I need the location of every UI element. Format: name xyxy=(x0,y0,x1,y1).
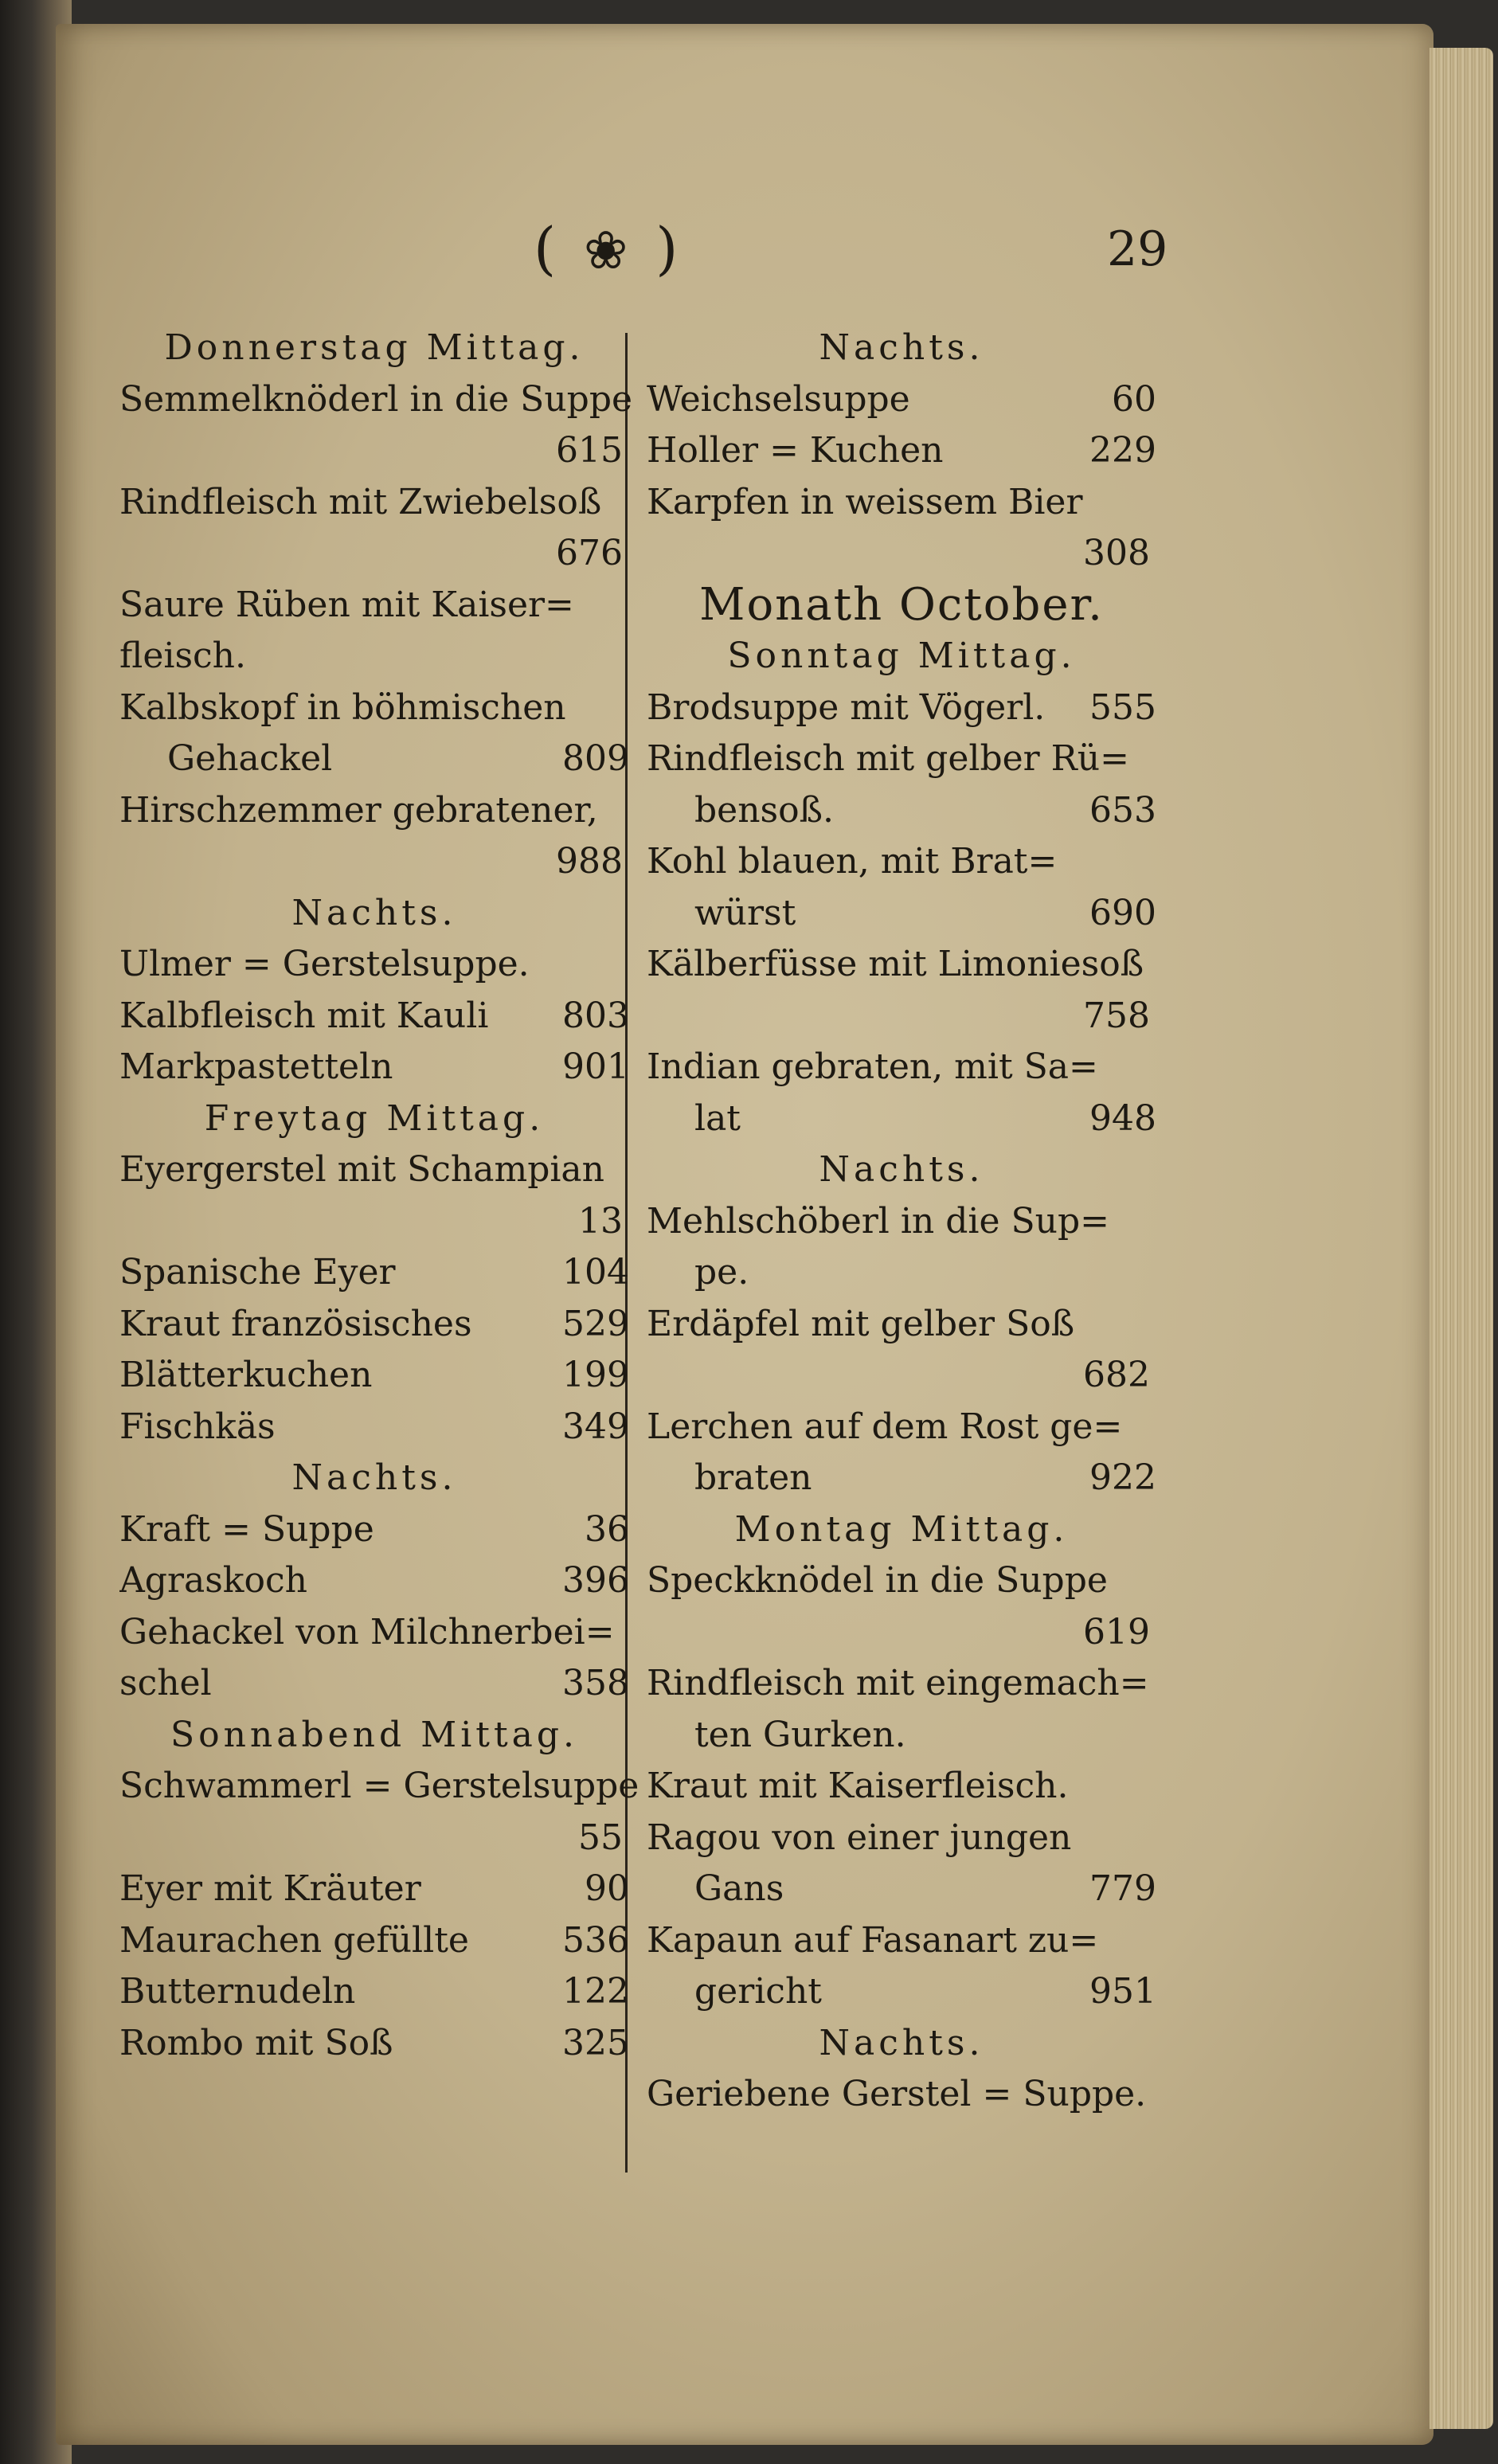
recipe-number: 901 xyxy=(562,1046,629,1087)
menu-item xyxy=(119,1555,629,1607)
menu-item xyxy=(647,1966,1156,2018)
right-column xyxy=(647,323,1156,2121)
recipe-number: 122 xyxy=(562,1971,629,2012)
dish-name: lat xyxy=(694,1097,741,1139)
recipe-number: 555 xyxy=(1089,686,1156,728)
menu-text: Eyergerstel mit Schampian xyxy=(119,1149,604,1190)
recipe-number: 325 xyxy=(562,2022,629,2063)
menu-text: Kalbskopf in böhmischen xyxy=(119,686,566,728)
dish-name: Kraut französisches xyxy=(119,1303,472,1344)
menu-text: fleisch. xyxy=(119,636,247,676)
menu-text: Lerchen auf dem Rost ge= xyxy=(647,1406,1123,1447)
menu-text: pe. xyxy=(694,1252,749,1293)
recipe-number: 779 xyxy=(1089,1868,1156,1909)
dish-name: Markpastetteln xyxy=(119,1046,393,1087)
recipe-number: 690 xyxy=(1089,892,1156,933)
section-heading: Freytag Mittag. xyxy=(204,1097,545,1139)
menu-text: Karpfen in weissem Bier xyxy=(647,481,1083,522)
menu-item xyxy=(119,1350,629,1402)
menu-item xyxy=(647,425,1156,477)
recipe-number: 396 xyxy=(562,1560,629,1601)
recipe-number: 536 xyxy=(562,1919,629,1961)
recipe-number: 229 xyxy=(1089,430,1156,471)
dish-name: würst xyxy=(694,892,796,933)
recipe-number: 809 xyxy=(562,738,629,779)
menu-item xyxy=(119,1658,629,1710)
dish-name: Blätterkuchen xyxy=(119,1355,373,1395)
menu-item xyxy=(647,1864,1156,1915)
menu-item xyxy=(119,1042,629,1093)
recipe-number: 104 xyxy=(562,1252,629,1293)
month-heading: Monath October. xyxy=(699,578,1104,631)
menu-text: Kohl blauen, mit Brat= xyxy=(647,841,1058,882)
menu-item xyxy=(647,1453,1156,1504)
recipe-number: 803 xyxy=(562,995,629,1036)
section-heading: Donnerstag Mittag. xyxy=(164,327,585,368)
menu-text: Semmelknöderl in die Suppe xyxy=(119,378,633,420)
left-column xyxy=(119,323,639,2069)
recipe-number: 682 xyxy=(1083,1355,1150,1395)
recipe-number: 676 xyxy=(556,533,623,573)
menu-item xyxy=(647,785,1156,837)
menu-text: Schwammerl = Gerstelsuppe xyxy=(119,1766,639,1806)
menu-text: Gehackel von Milchnerbei= xyxy=(119,1611,615,1652)
dish-name: braten xyxy=(694,1457,812,1498)
dish-name: schel xyxy=(119,1663,212,1703)
section-heading: Nachts. xyxy=(819,327,984,368)
recipe-number: 951 xyxy=(1089,1971,1156,2012)
section-heading: Nachts. xyxy=(819,2022,984,2063)
menu-text: Rindfleisch mit gelber Rü= xyxy=(647,738,1130,779)
menu-text: ten Gurken. xyxy=(694,1714,906,1755)
menu-item xyxy=(647,682,1156,734)
section-heading: Nachts. xyxy=(819,1149,984,1190)
menu-text: Erdäpfel mit gelber Soß xyxy=(647,1303,1075,1344)
menu-item xyxy=(119,1299,629,1351)
menu-item xyxy=(119,991,629,1042)
menu-text: Rindfleisch mit Zwiebelsoß xyxy=(119,481,602,522)
section-heading: Sonnabend Mittag. xyxy=(170,1714,579,1755)
menu-text: Hirschzemmer gebratener, xyxy=(119,789,598,831)
menu-text: Kraut mit Kaiserfleisch. xyxy=(647,1766,1069,1806)
menu-item xyxy=(119,1915,629,1967)
recipe-number: 308 xyxy=(1083,533,1150,573)
menu-text: Rindfleisch mit eingemach= xyxy=(647,1663,1149,1703)
page-edges xyxy=(1430,48,1493,2429)
dish-name: Kalbfleisch mit Kauli xyxy=(119,995,489,1036)
menu-item xyxy=(119,1504,629,1556)
recipe-number: 948 xyxy=(1089,1097,1156,1139)
dish-name: Butternudeln xyxy=(119,1971,356,2012)
menu-text: Geriebene Gerstel = Suppe. xyxy=(647,2074,1147,2114)
menu-text: Ragou von einer jungen xyxy=(647,1817,1072,1858)
recipe-number: 36 xyxy=(585,1508,629,1550)
recipe-number: 988 xyxy=(556,841,623,882)
recipe-number: 619 xyxy=(1083,1611,1150,1652)
page-number: 29 xyxy=(1107,221,1168,277)
recipe-number: 349 xyxy=(562,1406,629,1447)
dish-name: gericht xyxy=(694,1971,822,2012)
dish-name: Holler = Kuchen xyxy=(647,430,944,471)
flower-ornament-icon: ❀ xyxy=(583,220,633,281)
dish-name: Weichselsuppe xyxy=(647,378,910,420)
recipe-number: 529 xyxy=(562,1303,629,1344)
menu-text: Saure Rüben mit Kaiser= xyxy=(119,584,574,625)
recipe-number: 653 xyxy=(1089,789,1156,831)
recipe-number: 358 xyxy=(562,1663,629,1703)
page-header xyxy=(0,215,1498,295)
menu-text: Kälberfüsse mit Limoniesoß xyxy=(647,944,1144,984)
menu-text: Ulmer = Gerstelsuppe. xyxy=(119,944,530,984)
recipe-number: 55 xyxy=(578,1817,623,1858)
menu-item xyxy=(119,1402,629,1453)
dish-name: Eyer mit Kräuter xyxy=(119,1868,421,1909)
open-paren: ( xyxy=(534,215,561,282)
recipe-number: 199 xyxy=(562,1355,629,1395)
menu-item xyxy=(647,888,1156,940)
menu-item xyxy=(647,1093,1156,1145)
dish-name: Gans xyxy=(694,1868,784,1909)
section-heading: Nachts. xyxy=(291,892,457,933)
dish-name: Agraskoch xyxy=(119,1560,307,1601)
menu-item xyxy=(119,2018,629,2070)
recipe-number: 758 xyxy=(1083,995,1150,1036)
recipe-number: 922 xyxy=(1089,1457,1156,1498)
dish-name: Kraft = Suppe xyxy=(119,1508,374,1550)
header-ornament xyxy=(534,215,683,282)
dish-name: bensoß. xyxy=(694,789,834,831)
dish-name: Maurachen gefüllte xyxy=(119,1919,469,1961)
close-paren: ) xyxy=(655,215,683,282)
menu-text: Mehlschöberl in die Sup= xyxy=(647,1200,1110,1242)
menu-item xyxy=(119,733,629,785)
section-heading: Montag Mittag. xyxy=(734,1508,1069,1550)
dish-name: Spanische Eyer xyxy=(119,1252,396,1293)
recipe-number: 60 xyxy=(1112,378,1156,420)
menu-text: Kapaun auf Fasanart zu= xyxy=(647,1919,1099,1961)
menu-item xyxy=(119,1966,629,2018)
recipe-number: 615 xyxy=(556,430,623,471)
dish-name: Fischkäs xyxy=(119,1406,276,1447)
menu-text: Indian gebraten, mit Sa= xyxy=(647,1046,1098,1087)
menu-item xyxy=(119,1864,629,1915)
recipe-number: 13 xyxy=(578,1200,623,1242)
section-heading: Sonntag Mittag. xyxy=(727,636,1076,676)
menu-item xyxy=(119,1247,629,1299)
menu-text: Speckknödel in die Suppe xyxy=(647,1560,1108,1601)
dish-name: Rombo mit Soß xyxy=(119,2022,393,2063)
recipe-number: 90 xyxy=(585,1868,629,1909)
dish-name: Brodsuppe mit Vögerl. xyxy=(647,686,1046,728)
menu-item xyxy=(647,374,1156,426)
section-heading: Nachts. xyxy=(291,1457,457,1498)
dish-name: Gehackel xyxy=(167,738,333,779)
